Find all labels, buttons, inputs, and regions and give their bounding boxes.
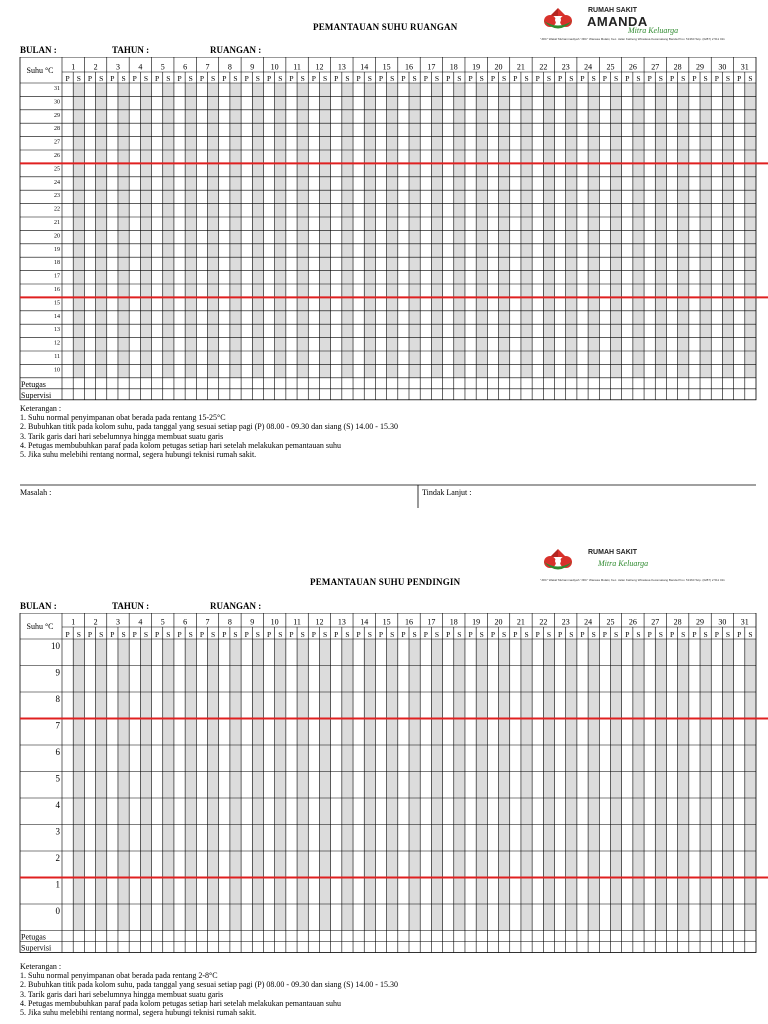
slot-s-label: S [479, 630, 484, 639]
temp-label: 0 [55, 906, 60, 916]
slot-p-label: P [244, 74, 249, 83]
slot-s-label: S [636, 630, 641, 639]
day-label: 20 [494, 62, 503, 72]
slot-s-label: S [412, 74, 417, 83]
slot-p-label: P [423, 74, 428, 83]
slot-p-label: P [490, 74, 496, 83]
slot-p-label: P [513, 74, 518, 83]
slot-s-label: S [345, 630, 350, 639]
slot-p-label: P [110, 630, 115, 639]
temperature-grid [0, 57, 768, 407]
slot-s-label: S [76, 630, 81, 639]
temp-label: 2 [55, 853, 60, 863]
day-label: 11 [293, 617, 301, 627]
slot-p-label: P [289, 630, 294, 639]
notes-title: Keterangan : [20, 962, 62, 971]
slot-p-label: P [602, 74, 607, 83]
day-label: 5 [160, 62, 165, 72]
slot-s-label: S [300, 74, 305, 83]
notes [20, 404, 398, 459]
slot-p-label: P [87, 74, 93, 83]
day-label: 23 [561, 62, 570, 72]
temp-label: 17 [54, 273, 60, 280]
day-label: 27 [651, 62, 660, 72]
slot-s-label: S [166, 74, 171, 83]
slot-s-label: S [725, 74, 731, 83]
slot-s-label: S [233, 74, 238, 83]
slot-s-label: S [591, 74, 596, 83]
slot-p-label: P [266, 630, 272, 639]
slot-s-label: S [188, 74, 193, 83]
day-label: 2 [93, 617, 98, 627]
day-label: 5 [160, 617, 165, 627]
temp-label: 12 [54, 340, 60, 347]
slot-p-label: P [669, 630, 675, 639]
slot-p-label: P [311, 630, 316, 639]
slot-p-label: P [446, 630, 451, 639]
slot-p-label: P [647, 630, 652, 639]
slot-p-label: P [65, 630, 70, 639]
slot-s-label: S [233, 630, 238, 639]
temp-label: 5 [55, 773, 60, 784]
slot-s-label: S [322, 74, 328, 83]
slot-p-label: P [714, 74, 719, 83]
temp-label: 25 [54, 166, 60, 173]
temp-label: 20 [54, 233, 60, 240]
slot-s-label: S [390, 630, 395, 639]
day-label: 26 [628, 62, 637, 72]
note-item: 5. Jika suhu melebihi rentang normal, segera hubungi teknisi rumah sakit. [20, 450, 257, 460]
day-label: 2 [93, 62, 98, 72]
note-item: 2. Bubuhkan titik pada kolom suhu, pada tanggal yang sesuai setiap pagi (P) 08.00 - 09.30 dan siang (S) 14.00 - 15.30 [20, 980, 398, 990]
slot-p-label: P [625, 74, 630, 83]
day-label: 22 [539, 617, 548, 627]
day-label: 9 [250, 617, 255, 627]
slot-p-label: P [423, 630, 428, 639]
day-label: 16 [405, 62, 413, 72]
slot-p-label: P [177, 74, 182, 83]
day-label: 4 [138, 617, 143, 627]
slot-p-label: P [199, 74, 205, 83]
tahun-label: TAHUN : [112, 601, 150, 611]
slot-p-label: P [535, 74, 540, 83]
hospital-logo [540, 547, 765, 583]
logo-icon [540, 6, 576, 34]
slot-s-label: S [703, 74, 708, 83]
slot-p-label: P [155, 630, 160, 639]
slot-p-label: P [356, 74, 361, 83]
logo-line3: Mitra Keluarga [598, 559, 649, 568]
slot-p-label: P [222, 74, 227, 83]
slot-p-label: P [87, 630, 93, 639]
temp-label: 3 [55, 826, 60, 837]
slot-s-label: S [367, 630, 372, 639]
slot-s-label: S [255, 630, 260, 639]
temp-label: 9 [55, 667, 60, 678]
supervisi-label: Supervisi [21, 943, 52, 953]
slot-s-label: S [278, 74, 283, 83]
slot-p-label: P [714, 630, 719, 639]
slot-s-label: S [681, 74, 686, 83]
bulan-label: BULAN : [20, 601, 57, 611]
slot-s-label: S [121, 74, 126, 83]
shaded-columns [73, 639, 756, 931]
slot-s-label: S [703, 630, 708, 639]
slot-s-label: S [569, 630, 574, 639]
slot-s-label: S [143, 74, 149, 83]
slot-p-label: P [110, 74, 115, 83]
slot-s-label: S [546, 630, 552, 639]
slot-p-label: P [378, 630, 384, 639]
footer-lines [0, 480, 768, 520]
petugas-label: Petugas [21, 379, 46, 389]
ruangan-label: RUANGAN : [210, 601, 262, 611]
slot-p-label: P [737, 74, 742, 83]
slot-s-label: S [345, 74, 350, 83]
form-title: PEMANTAUAN SUHU PENDINGIN [310, 577, 461, 587]
masalah-label: Masalah : [20, 488, 52, 497]
temp-label: 30 [54, 99, 60, 106]
tahun-label: TAHUN : [112, 45, 150, 55]
notes-title: Keterangan : [20, 404, 62, 413]
logo-icon [540, 547, 576, 575]
slot-p-label: P [580, 630, 585, 639]
day-label: 25 [606, 62, 615, 72]
slot-s-label: S [748, 74, 753, 83]
slot-p-label: P [558, 630, 563, 639]
day-label: 13 [337, 617, 346, 627]
supervisi-label: Supervisi [21, 390, 52, 400]
day-label: 12 [315, 617, 324, 627]
slot-s-label: S [99, 74, 104, 83]
note-item: 3. Tarik garis dari hari sebelumnya hingga membuat suatu garis [20, 989, 224, 999]
day-label: 30 [718, 617, 727, 627]
slot-s-label: S [255, 74, 260, 83]
hospital-logo [540, 6, 765, 42]
slot-s-label: S [99, 630, 104, 639]
day-label: 9 [250, 62, 255, 72]
temp-label: 16 [54, 287, 60, 293]
temp-label: 15 [54, 300, 60, 307]
slot-p-label: P [490, 630, 496, 639]
temp-label: 18 [54, 260, 60, 267]
slot-p-label: P [132, 74, 137, 83]
slot-s-label: S [569, 74, 574, 83]
axis-label: Suhu °C [26, 66, 54, 75]
slot-s-label: S [211, 630, 216, 639]
slot-s-label: S [658, 630, 663, 639]
day-label: 15 [382, 62, 391, 72]
temp-label: 10 [51, 641, 60, 651]
slot-s-label: S [502, 630, 507, 639]
slot-s-label: S [479, 74, 484, 83]
slot-s-label: S [412, 630, 417, 639]
axis-label: Suhu °C [26, 622, 54, 631]
day-label: 26 [628, 617, 637, 627]
slot-s-label: S [390, 74, 395, 83]
day-label: 28 [673, 62, 682, 72]
temp-label: 14 [54, 313, 60, 320]
day-label: 29 [696, 617, 705, 627]
bulan-label: BULAN : [20, 45, 57, 55]
notes [20, 962, 398, 1017]
note-item: 2. Bubuhkan titik pada kolom suhu, pada tanggal yang sesuai setiap pagi (P) 08.00 - 09.30 dan siang (S) 14.00 - 15.30 [20, 422, 398, 432]
temp-label: 8 [55, 694, 60, 704]
day-label: 20 [494, 617, 503, 627]
slot-p-label: P [378, 74, 384, 83]
slot-p-label: P [222, 630, 227, 639]
temp-label: 21 [54, 220, 60, 226]
day-label: 3 [115, 617, 120, 627]
logo-address: "JRC" Wakaf Muhammadiyah "JRC" Wanasa Mulaki, Kec. Jalan Kalireng Wiradesa Kecamatang Banda Prov. 51360 Telp. (0287) 2 511 011 [540, 578, 725, 582]
day-label: 10 [270, 62, 279, 72]
slot-s-label: S [524, 630, 529, 639]
slot-p-label: P [311, 74, 316, 83]
tindak-lanjut-label: Tindak Lanjut : [422, 488, 472, 497]
slot-s-label: S [725, 630, 731, 639]
slot-p-label: P [692, 74, 697, 83]
slot-s-label: S [591, 630, 596, 639]
day-label: 10 [270, 617, 279, 627]
slot-s-label: S [546, 74, 552, 83]
slot-p-label: P [199, 630, 205, 639]
note-item: 5. Jika suhu melebihi rentang normal, segera hubungi teknisi rumah sakit. [20, 1008, 257, 1018]
slot-s-label: S [524, 74, 529, 83]
temp-label: 10 [54, 367, 60, 374]
day-label: 29 [696, 62, 705, 72]
slot-p-label: P [737, 630, 742, 639]
slot-s-label: S [658, 74, 663, 83]
slot-p-label: P [558, 74, 563, 83]
slot-p-label: P [580, 74, 585, 83]
logo-line1: RUMAH SAKIT [588, 7, 637, 14]
slot-s-label: S [502, 74, 507, 83]
slot-p-label: P [65, 74, 70, 83]
day-label: 14 [360, 617, 369, 627]
temp-label: 7 [55, 720, 60, 731]
slot-s-label: S [613, 74, 619, 83]
day-label: 24 [584, 617, 593, 627]
slot-s-label: S [434, 630, 440, 639]
slot-p-label: P [692, 630, 697, 639]
day-label: 7 [205, 62, 210, 72]
slot-s-label: S [434, 74, 440, 83]
slot-p-label: P [602, 630, 607, 639]
day-label: 19 [472, 62, 481, 72]
day-label: 19 [472, 617, 481, 627]
slot-s-label: S [143, 630, 149, 639]
temp-label: 13 [54, 327, 60, 334]
slot-p-label: P [535, 630, 540, 639]
day-label: 16 [405, 617, 413, 627]
slot-p-label: P [132, 630, 137, 639]
temp-label: 24 [54, 179, 60, 186]
slot-s-label: S [188, 630, 193, 639]
day-label: 21 [516, 62, 525, 72]
slot-s-label: S [121, 630, 126, 639]
day-label: 31 [740, 62, 749, 72]
slot-p-label: P [401, 74, 406, 83]
petugas-label: Petugas [21, 932, 46, 942]
day-label: 6 [183, 62, 188, 72]
slot-s-label: S [278, 630, 283, 639]
slot-p-label: P [468, 630, 473, 639]
slot-s-label: S [457, 74, 462, 83]
form-pendingin [0, 535, 768, 1024]
slot-p-label: P [244, 630, 249, 639]
temp-label: 22 [54, 206, 60, 213]
slot-s-label: S [748, 630, 753, 639]
temp-label: 26 [54, 153, 60, 159]
slot-p-label: P [401, 630, 406, 639]
slot-p-label: P [669, 74, 675, 83]
day-label: 17 [427, 62, 436, 72]
ruangan-label: RUANGAN : [210, 45, 262, 55]
day-label: 11 [293, 62, 301, 72]
day-label: 24 [584, 62, 593, 72]
slot-p-label: P [155, 74, 160, 83]
form-ruangan [0, 0, 768, 510]
note-item: 4. Petugas membubuhkan paraf pada kolom petugas setiap hari setelah melakukan pemantauan suhu [20, 440, 342, 450]
day-label: 23 [561, 617, 570, 627]
slot-p-label: P [625, 630, 630, 639]
day-label: 8 [227, 62, 232, 72]
day-label: 7 [205, 617, 210, 627]
day-label: 18 [449, 62, 458, 72]
slot-p-label: P [177, 630, 182, 639]
day-label: 28 [673, 617, 682, 627]
day-label: 31 [740, 617, 749, 627]
day-label: 6 [183, 617, 188, 627]
temp-label: 11 [54, 354, 60, 360]
temp-label: 23 [54, 193, 60, 200]
slot-s-label: S [76, 74, 81, 83]
day-label: 12 [315, 62, 324, 72]
day-label: 27 [651, 617, 660, 627]
slot-s-label: S [613, 630, 619, 639]
note-item: 3. Tarik garis dari hari sebelumnya hingga membuat suatu garis [20, 431, 224, 441]
day-label: 3 [115, 62, 120, 72]
day-label: 13 [337, 62, 346, 72]
slot-s-label: S [636, 74, 641, 83]
slot-s-label: S [681, 630, 686, 639]
logo-address: "JRC" Wakaf Muhammadiyah "JRC" Wanasa Mulaki, Kec. Jalan Kalireng Wiradesa Kecamatang Banda Prov. 51360 Telp. (0287) 2 511 011 [540, 37, 725, 41]
day-label: 21 [516, 617, 525, 627]
slot-p-label: P [334, 630, 339, 639]
slot-p-label: P [446, 74, 451, 83]
slot-p-label: P [356, 630, 361, 639]
slot-s-label: S [166, 630, 171, 639]
slot-p-label: P [647, 74, 652, 83]
day-label: 14 [360, 62, 369, 72]
slot-p-label: P [468, 74, 473, 83]
slot-s-label: S [211, 74, 216, 83]
day-label: 15 [382, 617, 391, 627]
temp-label: 4 [55, 800, 60, 810]
temperature-grid [0, 613, 768, 963]
day-label: 8 [227, 617, 232, 627]
day-label: 30 [718, 62, 727, 72]
note-item: 1. Suhu normal penyimpanan obat berada pada rentang 15-25°C [20, 413, 226, 423]
logo-line2: AMANDA [587, 14, 648, 29]
temp-label: 1 [55, 879, 60, 890]
temp-label: 27 [54, 139, 60, 146]
day-label: 22 [539, 62, 548, 72]
logo-line3: Mitra Keluarga [628, 26, 679, 35]
day-label: 17 [427, 617, 436, 627]
temp-label: 28 [54, 126, 60, 133]
slot-p-label: P [266, 74, 272, 83]
slot-p-label: P [334, 74, 339, 83]
slot-p-label: P [289, 74, 294, 83]
slot-s-label: S [457, 630, 462, 639]
temp-label: 19 [54, 246, 60, 253]
note-item: 4. Petugas membubuhkan paraf pada kolom petugas setiap hari setelah melakukan pemantauan suhu [20, 998, 342, 1008]
note-item: 1. Suhu normal penyimpanan obat berada pada rentang 2-8°C [20, 971, 218, 981]
day-label: 25 [606, 617, 615, 627]
day-label: 18 [449, 617, 458, 627]
form-title: PEMANTAUAN SUHU RUANGAN [313, 22, 458, 32]
temp-label: 31 [54, 86, 60, 92]
day-label: 1 [71, 617, 76, 627]
logo-line1: RUMAH SAKIT [588, 549, 637, 556]
slot-p-label: P [513, 630, 518, 639]
day-label: 4 [138, 62, 143, 72]
temp-label: 6 [55, 747, 60, 757]
slot-s-label: S [322, 630, 328, 639]
day-label: 1 [71, 62, 76, 72]
slot-s-label: S [367, 74, 372, 83]
temp-label: 29 [54, 112, 60, 119]
slot-s-label: S [300, 630, 305, 639]
